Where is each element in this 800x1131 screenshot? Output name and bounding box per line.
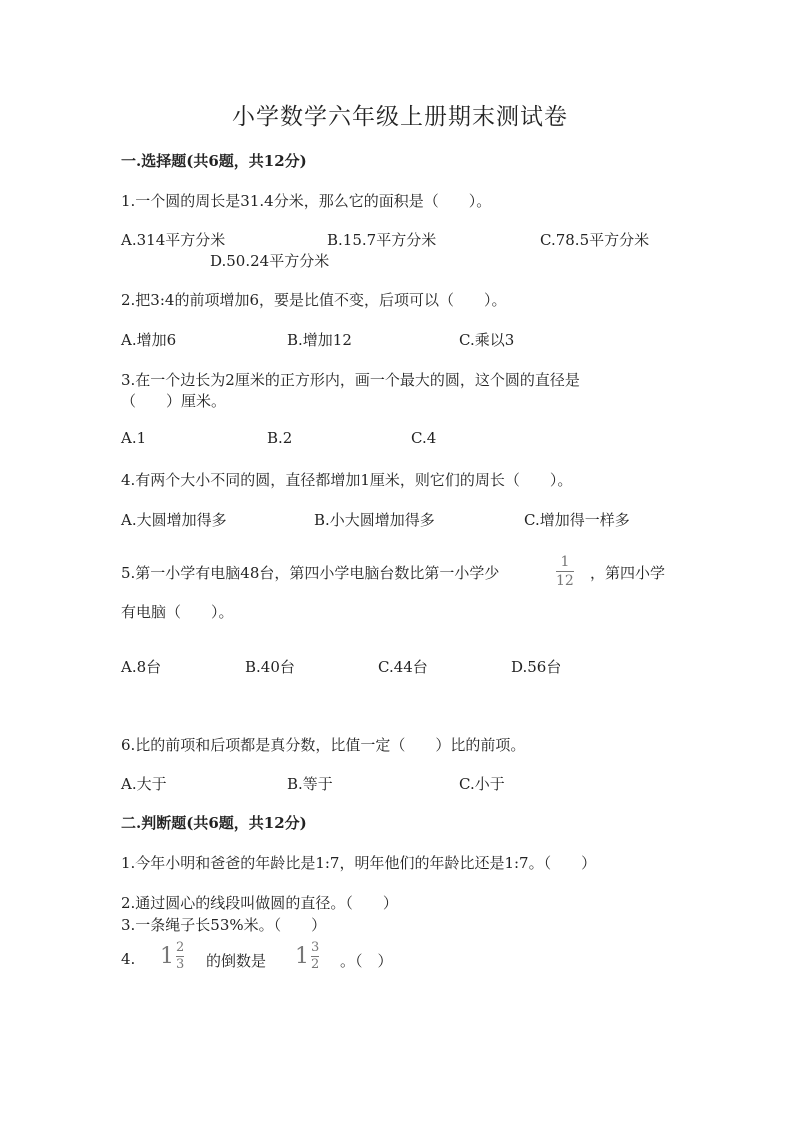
- question-5-text-line2: 有电脑（ ）。: [121, 603, 234, 621]
- question-2-text: 2.把3:4的前项增加6，要是比值不变，后项可以（ ）。: [121, 291, 507, 309]
- question-5-text-part1: 5.第一小学有电脑48台，第四小学电脑台数比第一小学少: [121, 564, 500, 582]
- judgement-2-text: 2.通过圆心的线段叫做圆的直径。（ ）: [121, 894, 398, 912]
- q6-option-c: C.小于: [459, 775, 505, 793]
- q5-option-b: B.40台: [245, 658, 295, 676]
- question-3-text-line2: （ ）厘米。: [121, 392, 227, 410]
- q3-option-a: A.1: [121, 429, 147, 447]
- mixed-whole: 1: [295, 944, 309, 969]
- mixed-number-one-and-two-thirds: [160, 941, 184, 972]
- judgement-4-end-text: 。（ ）: [340, 952, 393, 970]
- judgement-4-label: 4.: [121, 950, 136, 968]
- q3-option-b: B.2: [267, 429, 293, 447]
- question-1-text: 1.一个圆的周长是31.4分米，那么它的面积是（ ）。: [121, 192, 492, 210]
- page-title: 小学数学六年级上册期末测试卷: [232, 104, 568, 130]
- question-4-text: 4.有两个大小不同的圆，直径都增加1厘米，则它们的周长（ ）。: [121, 471, 573, 489]
- fraction-bar: [556, 571, 574, 572]
- judgement-1-text: 1.今年小明和爸爸的年龄比是1:7，明年他们的年龄比还是1:7。（ ）: [121, 854, 597, 872]
- judgement-3-text: 3.一条绳子长53%米。（ ）: [121, 916, 327, 934]
- q1-option-b: B.15.7平方分米: [327, 231, 437, 249]
- q5-fraction-numerator: 1: [560, 554, 570, 570]
- mixed-whole: 1: [160, 944, 174, 969]
- q1-option-c: C.78.5平方分米: [540, 231, 650, 249]
- q2-option-b: B.增加12: [287, 331, 352, 349]
- judgement-4-middle-text: 的倒数是: [206, 952, 267, 970]
- q5-option-c: C.44台: [378, 658, 428, 676]
- mixed-fraction: [176, 941, 184, 972]
- question-5-text-part2: ，第四小学: [590, 564, 666, 582]
- q5-option-d: D.56台: [511, 658, 562, 676]
- fraction-numerator: 2: [176, 940, 185, 955]
- section-heading-judgement: 二.判断题(共6题，共12分): [121, 814, 307, 832]
- q6-option-a: A.大于: [121, 775, 167, 793]
- q2-option-a: A.增加6: [121, 331, 177, 349]
- q1-option-d: D.50.24平方分米: [210, 252, 330, 270]
- q5-fraction-denominator: 12: [556, 573, 574, 589]
- fraction-denominator: 3: [176, 957, 185, 972]
- q6-option-b: B.等于: [287, 775, 333, 793]
- q3-option-c: C.4: [411, 429, 437, 447]
- q5-fraction: [556, 554, 574, 589]
- question-6-text: 6.比的前项和后项都是真分数，比值一定（ ）比的前项。: [121, 736, 526, 754]
- mixed-number-one-and-three-halves: [295, 941, 319, 972]
- section-heading-choice: 一.选择题(共6题，共12分): [121, 152, 307, 170]
- mixed-fraction: [311, 941, 319, 972]
- fraction-denominator: 2: [311, 957, 320, 972]
- q5-option-a: A.8台: [121, 658, 162, 676]
- question-3-text-line1: 3.在一个边长为2厘米的正方形内，画一个最大的圆，这个圆的直径是: [121, 371, 580, 389]
- q4-option-b: B.小大圆增加得多: [314, 511, 435, 529]
- q4-option-c: C.增加得一样多: [524, 511, 630, 529]
- q2-option-c: C.乘以3: [459, 331, 515, 349]
- fraction-numerator: 3: [311, 940, 320, 955]
- q4-option-a: A.大圆增加得多: [121, 511, 227, 529]
- q1-option-a: A.314平方分米: [121, 231, 226, 249]
